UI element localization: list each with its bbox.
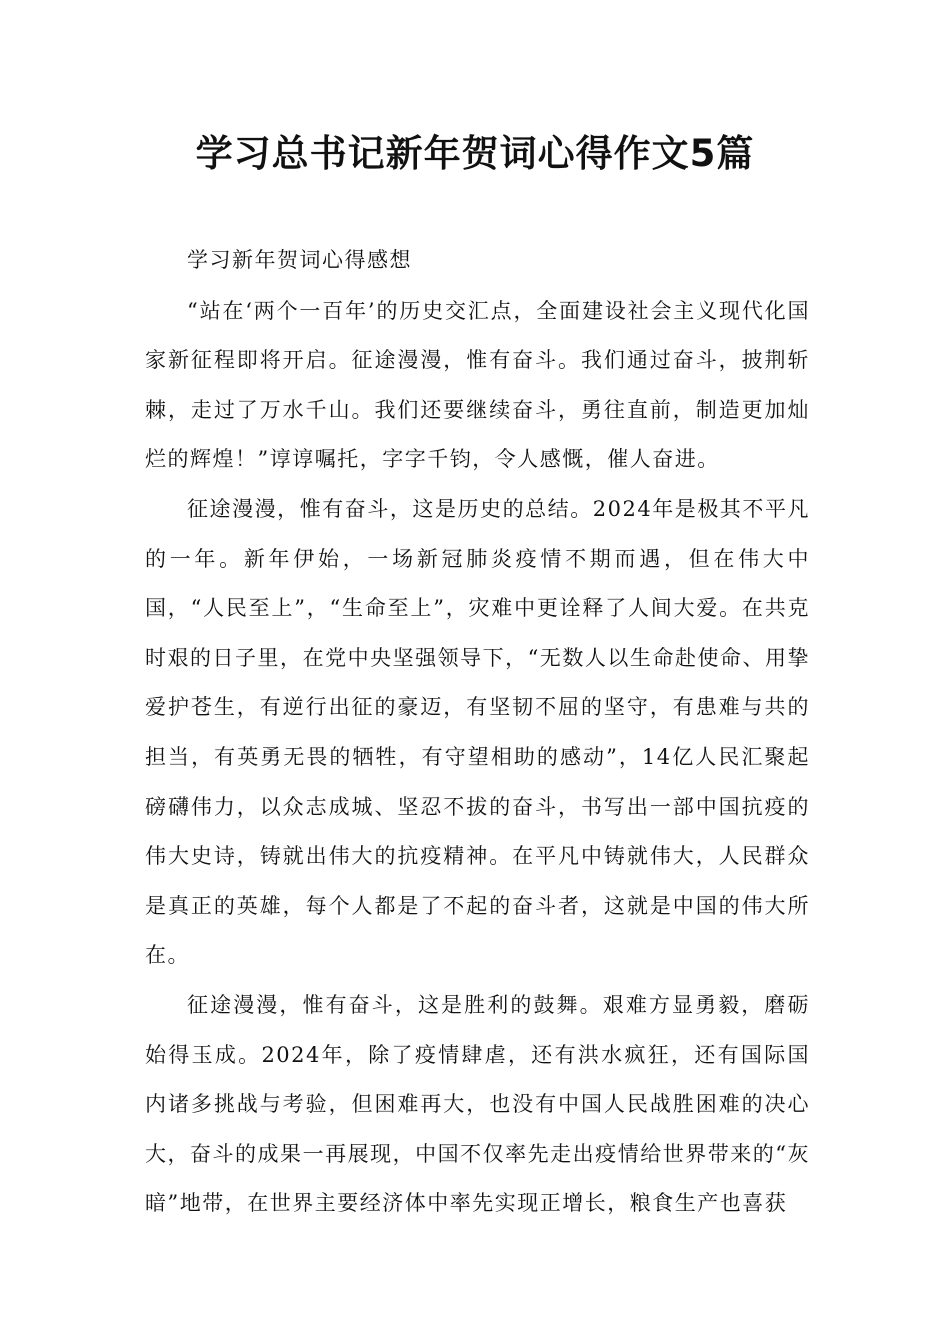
paragraph-1: “站在‘两个一百年’的历史交汇点，全面建设社会主义现代化国家新征程即将开启。征途漫漫，惟有奋斗。我们通过奋斗，披荆斩棘，走过了万水千山。我们还要继续奋斗，勇往直前，制造更加灿烂的辉煌！”谆谆嘱托，字字千钧，令人感慨，催人奋进。 [145,298,810,472]
document-body [145,236,810,1229]
paragraph-2: 征途漫漫，惟有奋斗，这是历史的总结。2024年是极其不平凡的一年。新年伊始，一场新冠肺炎疫情不期而遇，但在伟大中国，“人民至上”，“生命至上”，灾难中更诠释了人间大爱。在共克时艰的日子里，在党中央坚强领导下，“无数人以生命赴使命、用挚爱护苍生，有逆行出征的豪迈，有坚韧不屈的坚守，有患难与共的担当，有英勇无畏的牺牲，有守望相助的感动”，14亿人民汇聚起磅礴伟力，以众志成城、坚忍不拔的奋斗，书写出一部中国抗疫的伟大史诗，铸就出伟大的抗疫精神。在平凡中铸就伟大，人民群众是真正的英雄，每个人都是了不起的奋斗者，这就是中国的伟大所在。 [145,496,810,968]
document-title: 学习总书记新年贺词心得作文5篇 [195,132,755,175]
paragraph-3: 征途漫漫，惟有奋斗，这是胜利的鼓舞。艰难方显勇毅，磨砺始得玉成。2024年，除了疫情肆虐，还有洪水疯狂，还有国际国内诸多挑战与考验，但困难再大，也没有中国人民战胜困难的决心大，奋斗的成果一再展现，中国不仅率先走出疫情给世界带来的“灰暗”地带，在世界主要经济体中率先实现正增长，粮食生产也喜获 [145,992,810,1216]
document-subtitle: 学习新年贺词心得感想 [187,248,412,272]
